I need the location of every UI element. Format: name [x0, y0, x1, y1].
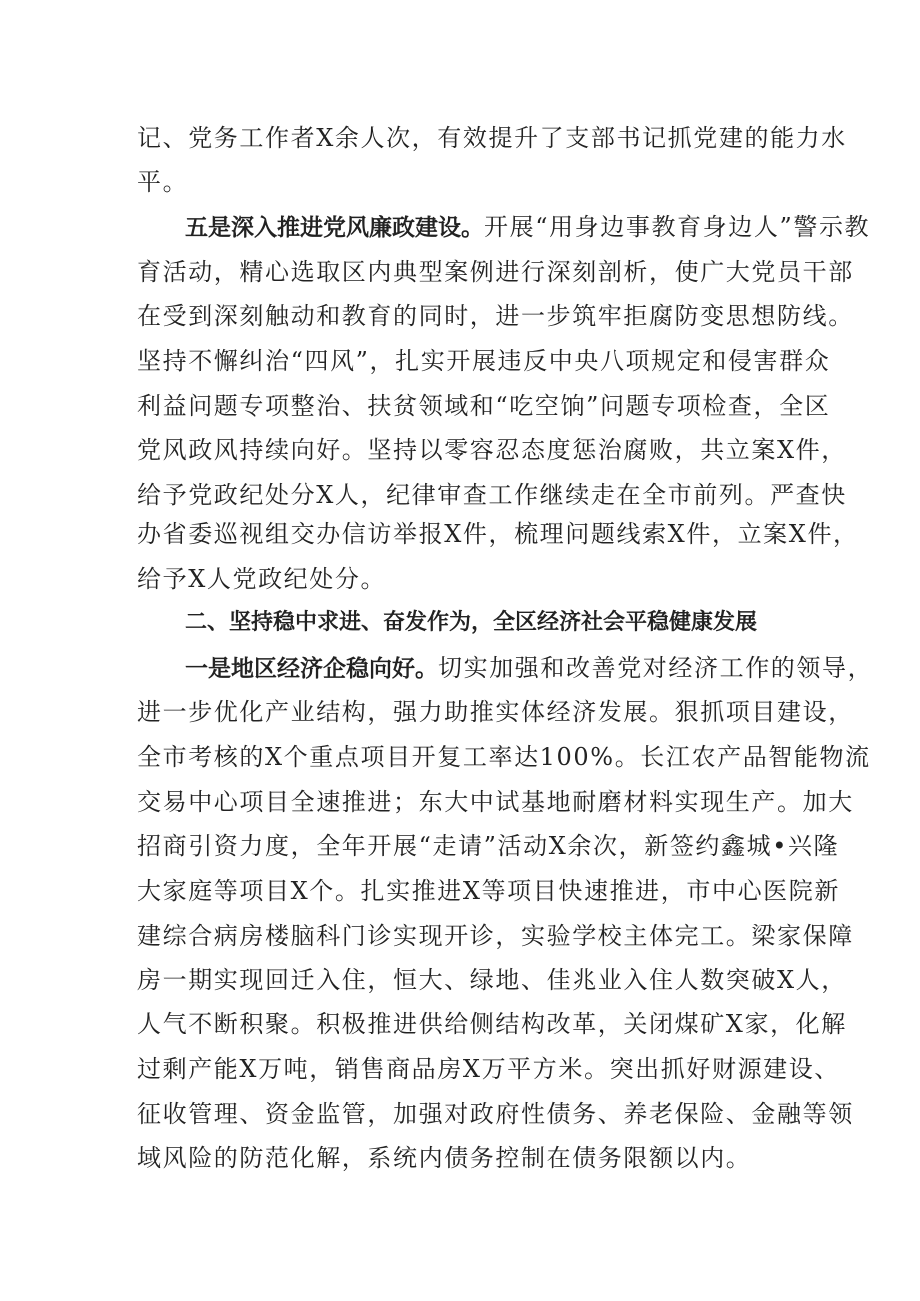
paragraph-line: 交易中心项目全速推进；东大中试基地耐磨材料实现生产。加大 — [137, 788, 854, 816]
paragraph-line: 人气不断积聚。积极推进供给侧结构改革，关闭煤矿X家，化解 — [137, 1010, 847, 1038]
paragraph-text: 开展“用身边事教育身边人”警示教 — [484, 213, 871, 241]
paragraph-line — [185, 211, 870, 244]
paragraph-line: 给予党政纪处分X人，纪律审查工作继续走在全市前列。严查快 — [137, 481, 847, 509]
paragraph-lead-heading: 一是地区经济企稳向好。 — [185, 656, 438, 682]
paragraph-line: 育活动，精心选取区内典型案例进行深刻剖析，使广大党员干部 — [137, 258, 854, 286]
paragraph-line: 利益问题专项整治、扶贫领域和“吃空饷”问题专项检查，全区 — [137, 392, 831, 420]
paragraph-line: 建综合病房楼脑科门诊实现开诊，实验学校主体完工。梁家保障 — [137, 922, 854, 950]
paragraph-line: 坚持不懈纠治“四风”，扎实开展违反中央八项规定和侵害群众 — [137, 347, 831, 375]
paragraph-line: 给予X人党政纪处分。 — [137, 565, 387, 593]
paragraph-line: 过剩产能X万吨，销售商品房X万平方米。突出抓好财源建设、 — [137, 1055, 840, 1083]
paragraph-text: 切实加强和改善党对经济工作的领导， — [438, 654, 874, 682]
paragraph-line: 房一期实现回迁入住，恒大、绿地、佳兆业入住人数突破X人， — [137, 966, 847, 994]
paragraph-line: 办省委巡视组交办信访举报X件，梳理问题线索X件，立案X件， — [137, 520, 859, 548]
paragraph-line — [185, 652, 873, 685]
paragraph-line: 征收管理、资金监管，加强对政府性债务、养老保险、金融等领 — [137, 1100, 854, 1128]
paragraph-line: 在受到深刻触动和教育的同时，进一步筑牢拒腐防变思想防线。 — [137, 302, 854, 330]
paragraph-line: 招商引资力度，全年开展“走请”活动X余次，新签约鑫城•兴隆 — [137, 832, 840, 860]
paragraph-line: 域风险的防范化解，系统内债务控制在债务限额以内。 — [137, 1144, 752, 1172]
section-heading: 二、坚持稳中求进、奋发作为，全区经济社会平稳健康发展 — [185, 610, 758, 635]
paragraph-line: 全市考核的X个重点项目开复工率达100%。长江农产品智能物流 — [137, 743, 871, 771]
paragraph-line: 大家庭等项目X个。扎实推进X等项目快速推进，市中心医院新 — [137, 877, 840, 905]
paragraph-line: 党风政风持续向好。坚持以零容忍态度惩治腐败，共立案X件， — [137, 436, 847, 464]
paragraph-lead-heading: 五是深入推进党风廉政建设。 — [185, 215, 484, 241]
paragraph-line: 进一步优化产业结构，强力助推实体经济发展。狠抓项目建设， — [137, 698, 854, 726]
paragraph-line: 记、党务工作者X余人次，有效提升了支部书记抓党建的能力水 — [137, 124, 847, 152]
paragraph-line: 平。 — [137, 168, 189, 196]
